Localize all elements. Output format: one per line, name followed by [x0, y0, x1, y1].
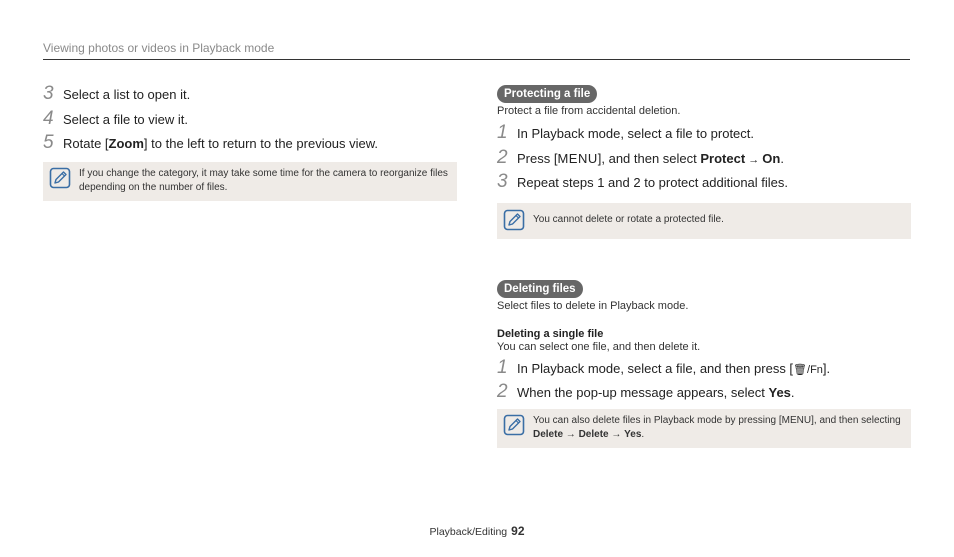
step-text-post: . — [780, 150, 784, 166]
step-text-post: . — [790, 385, 795, 400]
yes-option: Yes — [624, 428, 642, 440]
step-text-mid: ], and then select — [597, 150, 701, 166]
step-item — [43, 109, 457, 134]
section-badge-protecting: Protecting a file — [497, 85, 597, 103]
step-number: 1 — [497, 122, 508, 143]
arrow-icon: → — [563, 428, 579, 440]
step-item — [497, 172, 911, 197]
step-item — [497, 123, 911, 148]
step-number: 4 — [43, 107, 54, 129]
step-text — [517, 385, 795, 400]
menu-key-label: MENU — [781, 414, 812, 426]
on-option: On — [762, 150, 781, 166]
page-number: 92 — [511, 524, 525, 538]
step-number: 2 — [497, 146, 508, 168]
step-text-pre: Press [ — [517, 150, 558, 166]
step-text-pre: In Playback mode, select a file, and then press [ — [517, 360, 794, 376]
step-text — [517, 361, 830, 376]
step-text-pre: Rotate [ — [63, 136, 109, 151]
step-item — [43, 84, 457, 109]
spacer — [497, 239, 911, 279]
section-description: Protect a file from accidental deletion. — [497, 105, 681, 117]
note-box — [497, 203, 911, 239]
right-column — [497, 84, 911, 448]
note-box — [43, 162, 457, 201]
section-badge-deleting: Deleting files — [497, 280, 583, 298]
menu-key-label: MENU — [557, 150, 598, 166]
step-number: 3 — [497, 171, 508, 192]
note-text-mid: ], and then selecting — [811, 414, 901, 426]
footer-section: Playback/Editing — [429, 526, 508, 538]
step-text: Select a list to open it. — [63, 87, 191, 102]
step-text — [517, 151, 784, 166]
step-item — [497, 358, 911, 383]
delete-option: Delete — [533, 428, 564, 440]
delete-option: Delete — [578, 428, 609, 440]
section-description: Select files to delete in Playback mode. — [497, 299, 689, 312]
yes-option: Yes — [768, 385, 791, 400]
step-number: 3 — [43, 83, 54, 104]
page-header: Viewing photos or videos in Playback mode — [43, 41, 275, 55]
step-text-post: ]. — [822, 360, 831, 376]
zoom-key-label: Zoom — [108, 136, 144, 151]
note-text-post: . — [641, 428, 645, 440]
subsection-description: You can select one file, and then delete it. — [497, 340, 701, 353]
left-column — [43, 84, 457, 201]
step-text — [63, 136, 378, 151]
note-pencil-icon — [503, 209, 525, 231]
step-text: Select a file to view it. — [63, 111, 188, 127]
step-text-post: ] to the left to return to the previous view. — [143, 136, 379, 151]
note-text — [533, 414, 903, 442]
note-text-pre: You can also delete files in Playback mode by pressing [ — [533, 414, 782, 426]
step-number: 5 — [43, 132, 54, 153]
note-box — [497, 409, 911, 448]
note-text: If you change the category, it may take some time for the camera to reorganize files depending on the number of files. — [79, 167, 448, 193]
note-pencil-icon — [503, 414, 525, 436]
step-text: Repeat steps 1 and 2 to protect additional files. — [517, 175, 789, 190]
step-item — [497, 382, 911, 407]
subsection-title: Deleting a single file — [497, 327, 604, 340]
step-item — [497, 148, 911, 173]
step-text-pre: When the pop-up message appears, select — [517, 385, 769, 400]
step-number: 1 — [497, 356, 508, 378]
step-number: 2 — [497, 381, 508, 402]
page-footer — [0, 524, 954, 538]
step-text: In Playback mode, select a file to protect. — [517, 126, 755, 141]
note-text: You cannot delete or rotate a protected file. — [533, 213, 724, 225]
note-pencil-icon — [49, 167, 71, 189]
arrow-icon: → — [745, 153, 763, 166]
step-item — [43, 133, 457, 158]
protect-option: Protect — [700, 150, 746, 166]
trash-fn-key-icon: 🗑/Fn — [793, 363, 823, 376]
header-divider — [43, 59, 910, 60]
arrow-icon: → — [608, 428, 625, 440]
